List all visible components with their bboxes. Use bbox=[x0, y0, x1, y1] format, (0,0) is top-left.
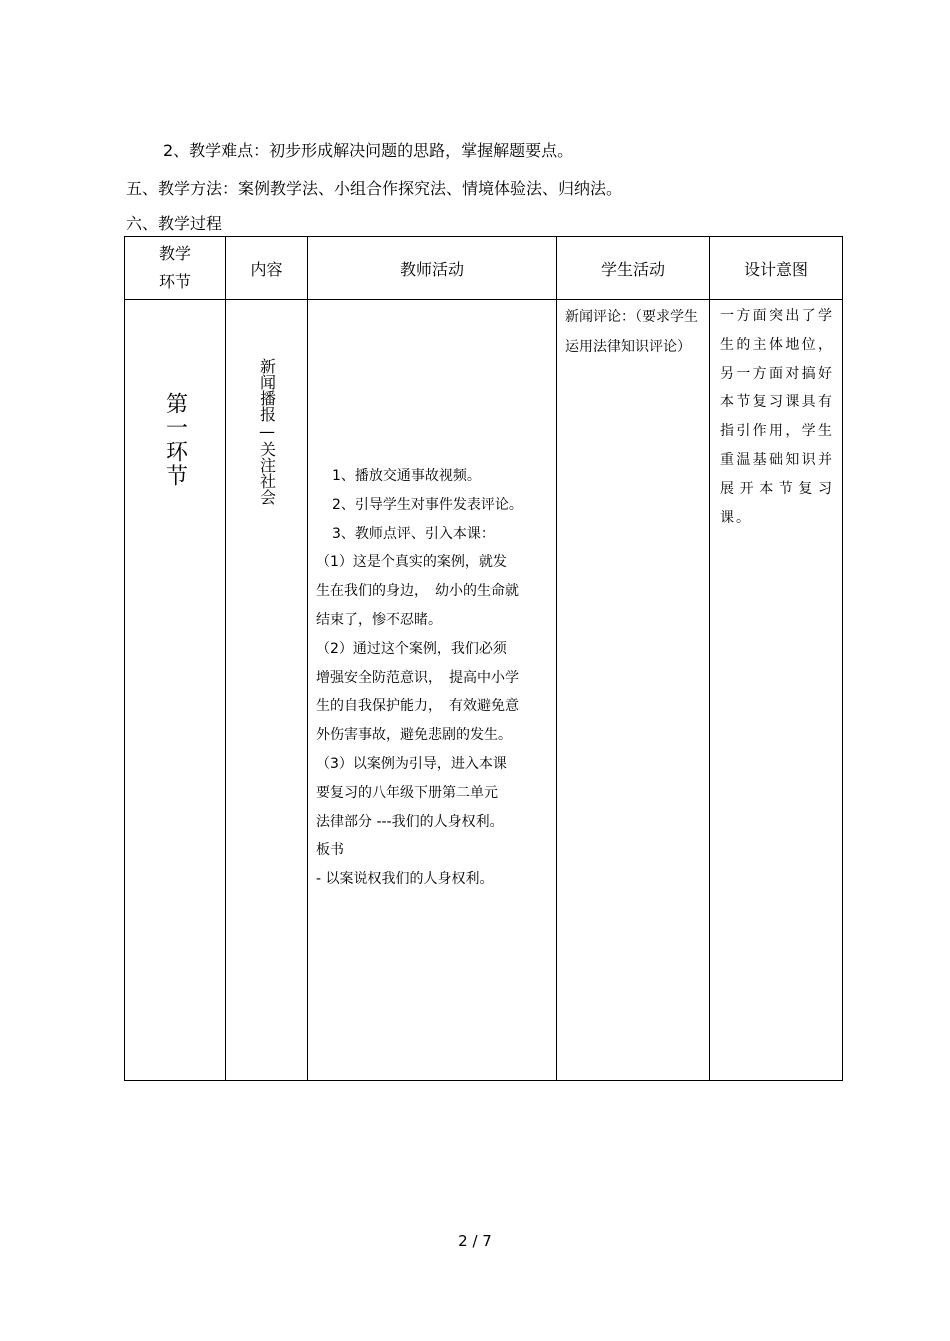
teacher-activity-text bbox=[316, 462, 544, 894]
header-student: 学生活动 bbox=[557, 237, 710, 300]
page-number: 2 / 7 bbox=[458, 1232, 492, 1250]
content-label: 新闻播报—关注社会 bbox=[257, 358, 277, 505]
teacher-activity-line: 生的自我保护能力， 有效避免意 bbox=[316, 698, 519, 715]
table-header-row bbox=[125, 237, 843, 300]
teacher-activity-line: 1、播放交通事故视频。 bbox=[332, 468, 481, 484]
header-design: 设计意图 bbox=[710, 237, 843, 300]
teaching-process-table bbox=[124, 236, 843, 1081]
teacher-activity-line: 2、引导学生对事件发表评论。 bbox=[332, 496, 523, 513]
table-row bbox=[125, 300, 843, 1081]
teacher-activity-line: （3）以案例为引导，进入本课 bbox=[316, 755, 507, 772]
teacher-activity-line: - 以案说权我们的人身权利。 bbox=[316, 871, 494, 888]
teacher-activity-cell bbox=[308, 300, 557, 1081]
difficulty-line: 2、教学难点：初步形成解决问题的思路，掌握解题要点。 bbox=[163, 141, 574, 160]
teacher-activity-line: 板书 bbox=[316, 842, 344, 859]
teacher-activity-line: 法律部分 ---我们的人身权利。 bbox=[316, 813, 504, 830]
stage-label: 第一环节 bbox=[162, 392, 188, 488]
student-activity-text: 新闻评论：（要求学生运用法律知识评论） bbox=[565, 309, 698, 355]
header-stage-line1: 教学 bbox=[158, 244, 191, 263]
content-cell bbox=[226, 300, 308, 1081]
teacher-activity-line: 增强安全防范意识， 提高中小学 bbox=[316, 669, 519, 686]
teacher-activity-line: 要复习的八年级下册第二单元 bbox=[316, 784, 498, 801]
header-content: 内容 bbox=[226, 237, 308, 300]
teacher-activity-line: 结束了，惨不忍睹。 bbox=[316, 611, 442, 628]
header-stage bbox=[125, 237, 226, 300]
design-intent-text: 一方面突出了学生的主体地位，另一方面对搞好本节复习课具有指引作用，学生重温基础知识并展开本节复习课。 bbox=[720, 308, 834, 526]
teacher-activity-line: （1）这是个真实的案例，就发 bbox=[316, 554, 507, 571]
teacher-activity-line: 3、教师点评、引入本课： bbox=[332, 525, 495, 542]
student-activity-cell bbox=[557, 300, 710, 1081]
teacher-activity-line: 外伤害事故，避免悲剧的发生。 bbox=[316, 727, 512, 744]
design-intent-cell bbox=[710, 300, 843, 1081]
header-stage-line2: 环节 bbox=[158, 272, 191, 291]
teacher-activity-line: （2）通过这个案例，我们必须 bbox=[316, 640, 507, 657]
header-teacher: 教师活动 bbox=[308, 237, 557, 300]
stage-cell bbox=[125, 300, 226, 1081]
methods-line: 五、教学方法：案例教学法、小组合作探究法、情境体验法、归纳法。 bbox=[126, 179, 623, 198]
process-heading: 六、教学过程 bbox=[126, 214, 223, 233]
teacher-activity-line: 生在我们的身边， 幼小的生命就 bbox=[316, 583, 519, 600]
